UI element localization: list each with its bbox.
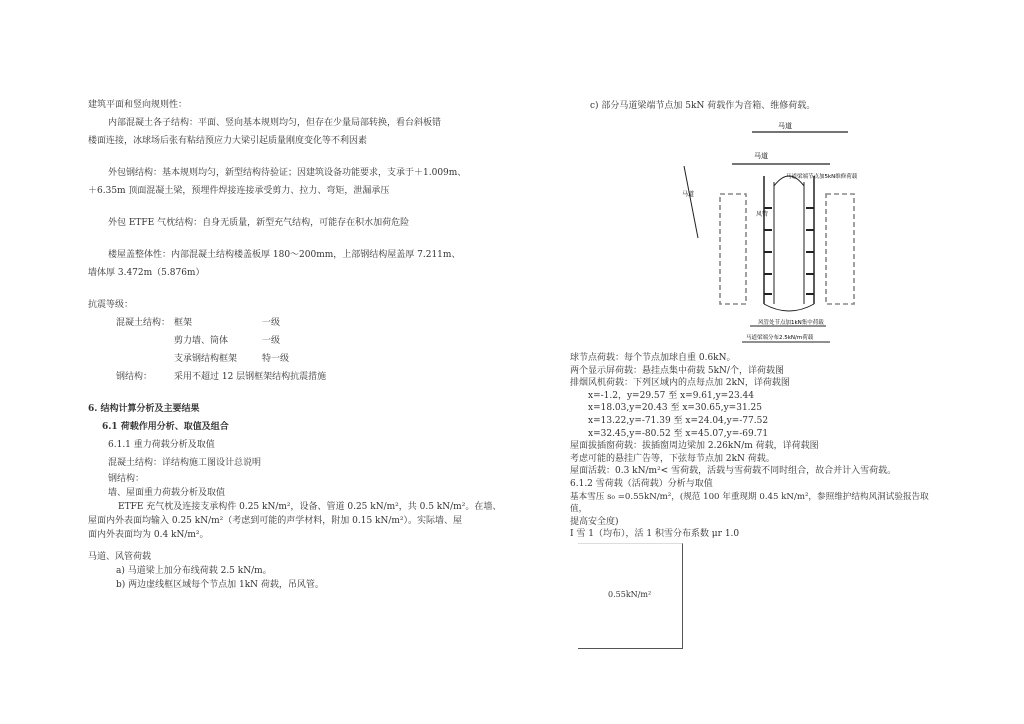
diagram-line	[684, 166, 698, 238]
text-line: 排烟风机荷载：下列区域内的点每点加 2kN，详荷载图	[570, 378, 790, 389]
text-line: 两个显示屏荷载：悬挂点集中荷载 5kN/个，详荷载图	[570, 365, 784, 376]
coord-line: x=18.03,y=20.43 至 x=30.65,y=31.25	[588, 403, 762, 414]
seismic-cell: 混凝土结构：	[116, 318, 171, 328]
text-line: 外包钢结构：基本规则均匀，新型结构待验证；因建筑设备功能要求，支承于＋1.009m、	[108, 168, 467, 178]
seismic-cell: 特一级	[262, 354, 290, 364]
seismic-row	[88, 350, 518, 368]
text-line: 面内外表面均为 0.4 kN/m²。	[88, 530, 209, 540]
seismic-row	[88, 314, 518, 332]
right-column	[570, 352, 930, 541]
coord-line: x=13.22,y=-71.39 至 x=24.04,y=-77.52	[588, 415, 769, 426]
text-line: ETFE 充气枕及连接支承构件 0.25 kN/m²，设备、管道 0.25 kN/m²，共 0.5 kN/m²。在墙、	[118, 502, 502, 512]
diagram-label: 马道	[778, 122, 792, 130]
diagram-label: 马道梁端节点加5kN维修荷载	[786, 174, 858, 180]
section-heading: 6.1 荷载作用分析、取值及组合	[102, 422, 229, 432]
diagram-label: 马道	[682, 191, 695, 198]
coord-line: x=-1.2，y=29.57 至 x=9.61,y=23.44	[588, 390, 754, 401]
text-line: 基本雪压 s₀ =0.55kN/m²，(规范 100 年重现期 0.45 kN/m²，参照维护结构风洞试验报告取值，	[570, 491, 929, 515]
section-heading: 6.1.1 重力荷载分析及取值	[108, 440, 215, 450]
left-column	[88, 96, 518, 592]
diagram-label: 马道梁端分布2.5kN/m荷载	[746, 335, 814, 341]
snow-load-box	[578, 543, 683, 649]
text-line: 屋面内外表面均输入 0.25 kN/m²（考虑到可能的声学材料，附加 0.15 kN/m²）。实际墙、屋	[88, 516, 463, 526]
list-item: b) 两边虚线框区域每个节点加 1kN 荷载，吊风管。	[116, 580, 324, 590]
dashed-area-right	[826, 194, 854, 304]
seismic-cell: 钢结构：	[116, 372, 153, 382]
text-line: 墙、屋面重力荷载分析及取值	[108, 488, 226, 498]
text-line: 外包 ETFE 气枕结构：自身无质量，新型充气结构，可能存在积水加荷危险	[108, 218, 410, 228]
snow-load-value: 0.55kN/m²	[608, 590, 652, 599]
text-line: ＋6.35m 顶面混凝土梁，预埋件焊接连接承受剪力、拉力、弯矩，泄漏承压	[88, 186, 390, 196]
seismic-cell: 剪力墙、筒体	[174, 336, 229, 346]
seismic-cell: 一级	[262, 318, 281, 328]
section-heading: 6.1.2 雪荷载（活荷载）分析与取值	[570, 478, 713, 489]
text-line: 内部混凝土各子结构：平面、竖向基本规则均匀，但存在少量局部转换，看台斜板错	[108, 118, 442, 128]
seismic-cell: 一级	[262, 336, 281, 346]
right-item-c: c) 部分马道梁端节点加 5kN 荷载作为音箱、维修荷载。	[590, 101, 816, 111]
diagram-label: 风管	[756, 211, 769, 218]
text-line: 屋面活载：0.3 kN/m²< 雪荷载，活载与雪荷载不同时组合，故合并计入雪荷载。	[570, 466, 897, 477]
seismic-row	[88, 332, 518, 350]
dashed-area-left	[720, 194, 746, 304]
text-line: 屋面拔插窗荷载：拔插窗周边梁加 2.26kN/m 荷载，详荷载图	[570, 441, 819, 452]
load-diagram	[680, 116, 870, 348]
text-line: 提高安全度)	[570, 516, 619, 527]
coord-line: x=32.45,y=-80.52 至 x=45.07,y=-69.71	[588, 428, 769, 439]
diagram-label: 马道	[754, 152, 768, 160]
text-line: I 雪 1（均布），活 1 积雪分布系数 μr 1.0	[570, 529, 740, 540]
text-line: 钢结构：	[108, 474, 145, 484]
seismic-title: 抗震等级：	[88, 300, 134, 310]
text-line: 马道、风管荷载	[88, 552, 152, 562]
seismic-row	[88, 368, 518, 386]
seismic-cell: 支承钢结构框架	[174, 354, 238, 364]
rungs	[764, 208, 814, 294]
text-line: 楼屋盖整体性：内部混凝土结构楼盖板厚 180～200mm，上部钢结构屋盖厚 7.211m、	[108, 250, 461, 260]
text-line: 楼面连接，冰球场后张有粘结预应力大梁引起质量刚度变化等不利因素	[88, 136, 368, 146]
text-line: 考虑可能的悬挂广告等，下弦每节点加 2kN 荷载。	[570, 453, 775, 464]
text-line: 球节点荷载：每个节点加球自重 0.6kN。	[570, 353, 736, 363]
section-heading: 6. 结构计算分析及主要结果	[88, 404, 200, 414]
text-line: 建筑平面和竖向规则性：	[88, 100, 188, 110]
text-line: 混凝土结构：详结构施工图设计总说明	[108, 458, 262, 468]
diagram-label: 风管处节点加1kN集中荷载	[758, 320, 824, 326]
seismic-cell: 采用不超过 12 层钢框架结构抗震措施	[174, 372, 327, 382]
text-line: 墙体厚 3.472m（5.876m）	[88, 268, 205, 278]
list-item: a) 马道梁上加分布线荷载 2.5 kN/m。	[116, 566, 272, 576]
diagram-arc	[764, 304, 814, 311]
seismic-cell: 框架	[174, 318, 193, 328]
